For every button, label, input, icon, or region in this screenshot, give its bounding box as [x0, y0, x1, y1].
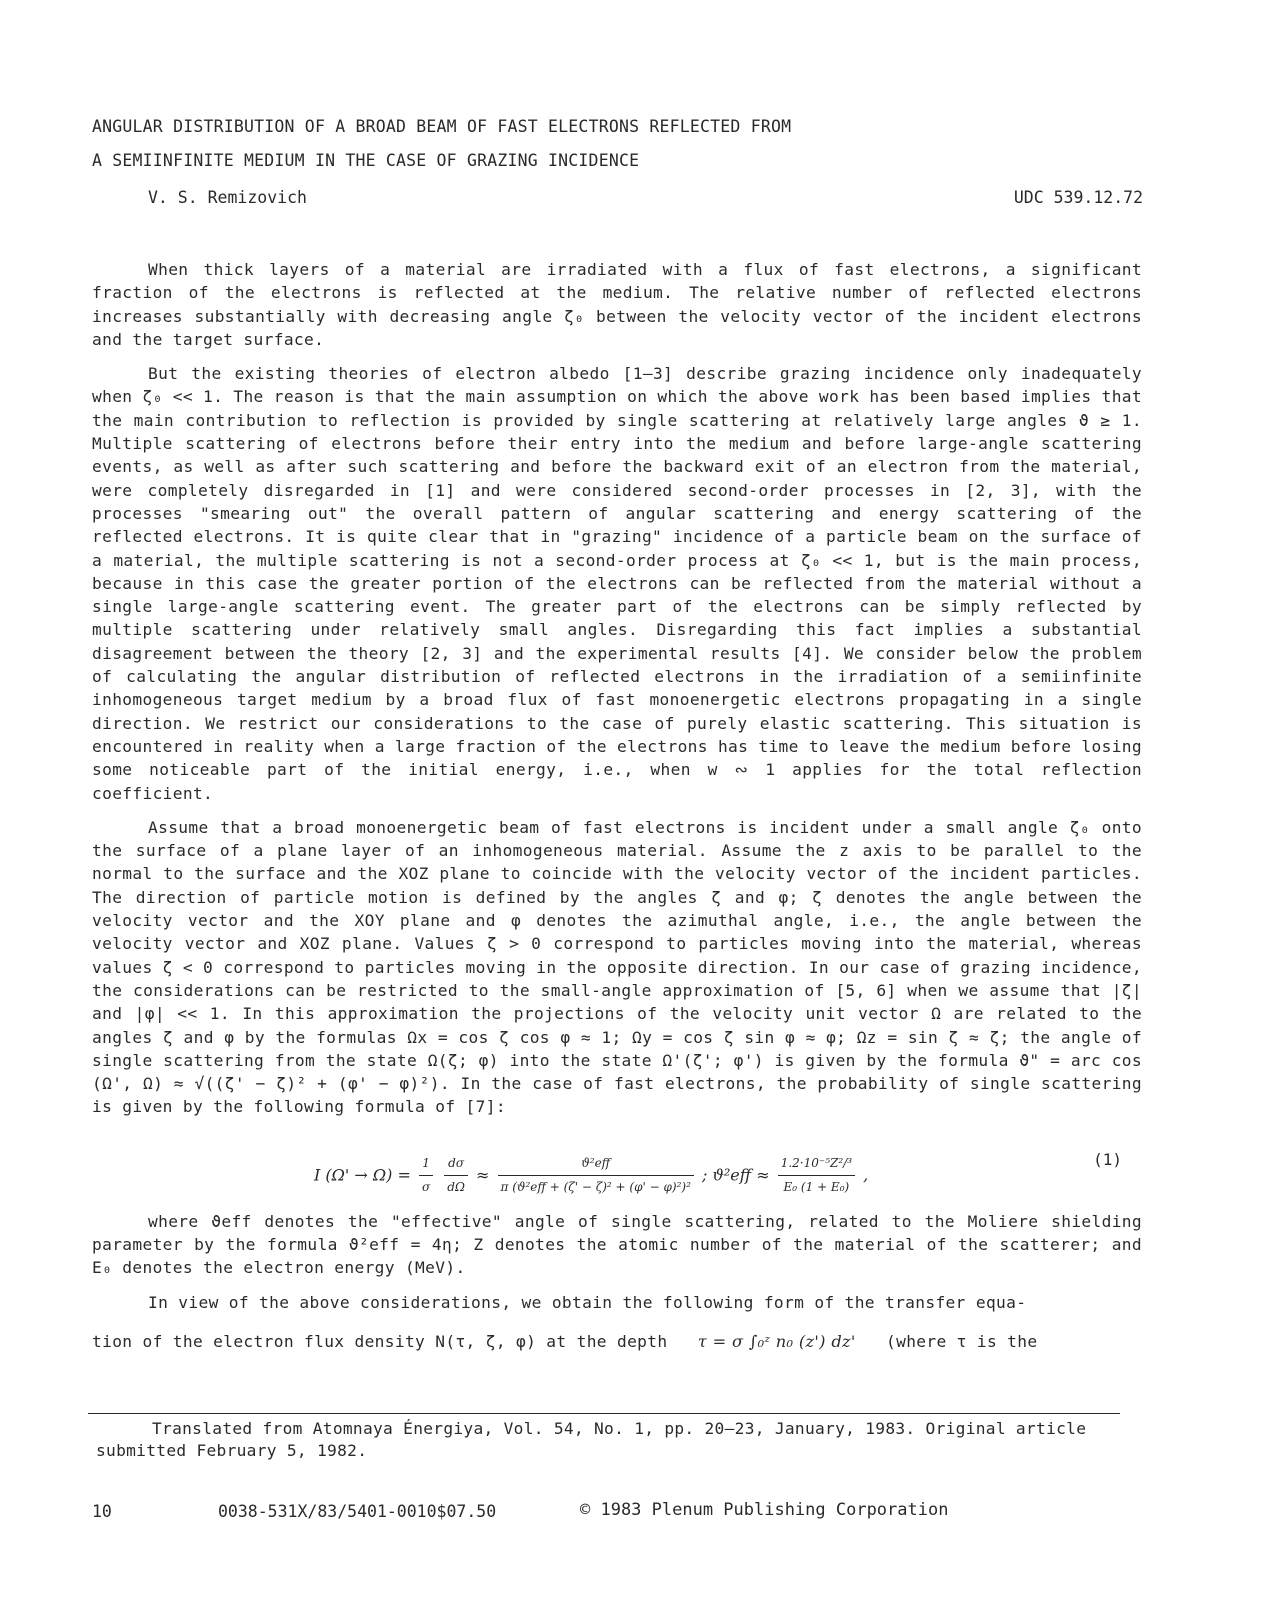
eq-frac-3 — [498, 1152, 694, 1200]
paragraph-5: In view of the above considerations, we obtain the following form of the transfer equa- — [148, 1292, 1027, 1312]
eq-frac-1 — [419, 1152, 433, 1200]
paragraph-1: When thick layers of a material are irradiated with a flux of fast electrons, a significant fraction of the electrons is reflected at the medium. The relative number of reflected electrons increases substantially with decreasing angle ζ₀ between the velocity vector of the incident electrons and the target surface. — [92, 260, 1142, 349]
equation-1-body — [314, 1152, 868, 1200]
eq-frac-1-num: 1 — [419, 1152, 433, 1176]
eq-frac-4-den: E₀ (1 + E₀) — [783, 1179, 850, 1194]
title-line-2: A SEMIINFINITE MEDIUM IN THE CASE OF GRAZING INCIDENCE — [92, 151, 640, 170]
eq-frac-3-num: ϑ²eff — [498, 1152, 694, 1176]
eq-theta-eff: ϑ²eff ≈ — [712, 1164, 770, 1184]
copyright-notice: © 1983 Plenum Publishing Corporation — [580, 1500, 949, 1520]
depth-line-text — [92, 1330, 1037, 1353]
eq-frac-4 — [778, 1152, 855, 1200]
translation-footnote: Translated from Atomnaya Énergiya, Vol. 54, No. 1, pp. 20–23, January, 1983. Original article submitted February 5, 1982. — [96, 1419, 1087, 1460]
eq-frac-3-den: π (ϑ²eff + (ζ' − ζ)² + (φ' − φ)²)² — [500, 1179, 691, 1194]
udc-code: UDC 539.12.72 — [1013, 188, 1143, 207]
title-line-1: ANGULAR DISTRIBUTION OF A BROAD BEAM OF FAST ELECTRONS REFLECTED FROM — [92, 117, 792, 136]
equation-number: (1) — [1093, 1149, 1122, 1169]
eq-approx: ≈ — [476, 1164, 490, 1184]
article-title — [92, 110, 791, 178]
publication-code: 0038-531X/83/5401-0010$07.50 — [218, 1502, 497, 1521]
depth-formula: τ = σ ∫₀ᶻ n₀ (z') dz' — [697, 1331, 856, 1351]
eq-frac-2-num: dσ — [444, 1152, 468, 1176]
eq-frac-2 — [444, 1152, 468, 1200]
eq-frac-4-num: 1.2·10⁻⁵Z²/³ — [778, 1152, 855, 1176]
footnote-divider — [88, 1413, 1120, 1414]
article-body — [92, 258, 1142, 1364]
eq-lhs: I (Ω' → Ω) = — [314, 1164, 411, 1184]
paragraph-4: where ϑeff denotes the "effective" angle of single scattering, related to the Moliere shielding parameter by the formula ϑ²eff = 4η; Z denotes the atomic number of the material of the scatterer; and E₀ denotes the electron energy (MeV). — [92, 1211, 1142, 1278]
paragraph-3: Assume that a broad monoenergetic beam of fast electrons is incident under a small angle ζ₀ onto the surface of a plane layer of an inhomogeneous material. Assume the z axis to be parallel to the normal to the surface and the XOZ plane to coincide with the velocity vector of the incident particles. The direction of particle motion is defined by the angles ζ and φ; ζ denotes the angle between the velocity vector and the XOY plane and φ denotes the azimuthal angle, i.e., the angle between the velocity vector and XOZ plane. Values ζ > 0 correspond to particles moving into the material, whereas values ζ < 0 correspond to particles moving in the opposite direction. In our case of grazing incidence, the considerations can be restricted to the small-angle approximation of [5, 6] when we assume that |ζ| and |φ| << 1. In this approximation the projections of the velocity unit vector Ω are related to the angles ζ and φ by the formulas Ωx = cos ζ cos φ ≈ 1; Ωy = cos ζ sin φ ≈ φ; Ωz = sin ζ ≈ ζ; the angle of single scattering from the state Ω(ζ; φ) into the state Ω'(ζ'; φ') is given by the formula ϑ" = arc cos (Ω', Ω) ≈ √((ζ' − ζ)² + (φ' − φ)²). In the case of fast electrons, the probability of single scattering is given by the following formula of [7]: — [92, 817, 1142, 1117]
eq-frac-1-den: σ — [421, 1179, 431, 1194]
eq-separator: ; — [701, 1164, 708, 1184]
depth-line-start: tion of the electron flux density N(τ, ζ, φ) at the depth — [92, 1331, 668, 1351]
paragraph-2: But the existing theories of electron albedo [1–3] describe grazing incidence only inadequately when ζ₀ << 1. The reason is that the main assumption on which the above work has been based implies that the main contribution to reflection is provided by single scattering at relatively large angles ϑ ≥ 1. Multiple scattering of electrons before their entry into the medium and before large-angle scattering events, as well as after such scattering and before the backward exit of an electron from the material, were completely disregarded in [1] and were considered second-order processes in [2, 3], with the processes "smearing out" the overall pattern of angular scattering and energy scattering of the reflected electrons. It is quite clear that in "grazing" incidence of a particle beam on the surface of a material, the multiple scattering is not a second-order process at ζ₀ << 1, but is the main process, because in this case the greater portion of the electrons can be reflected from the material without a single large-angle scattering event. The greater part of the electrons can be simply reflected by multiple scattering under relatively small angles. Disregarding this fact implies a substantial disagreement between the theory [2, 3] and the experimental results [4]. We consider below the problem of calculating the angular distribution of reflected electrons in the irradiation of a semiinfinite inhomogeneous target medium by a broad flux of fast monoenergetic electrons propagating in a single direction. We restrict our considerations to the case of purely elastic scattering. This situation is encountered in reality when a large fraction of the electrons has time to leave the medium before losing some noticeable part of the initial energy, i.e., when w ∾ 1 applies for the total reflection coefficient. — [92, 364, 1142, 803]
equation-1 — [92, 1130, 1142, 1204]
depth-line-end: (where τ is the — [886, 1331, 1038, 1351]
eq-tail: , — [863, 1164, 869, 1184]
depth-line — [92, 1314, 1142, 1364]
author-name: V. S. Remizovich — [148, 188, 307, 207]
eq-frac-2-den: dΩ — [447, 1179, 465, 1194]
page-number: 10 — [92, 1502, 112, 1521]
